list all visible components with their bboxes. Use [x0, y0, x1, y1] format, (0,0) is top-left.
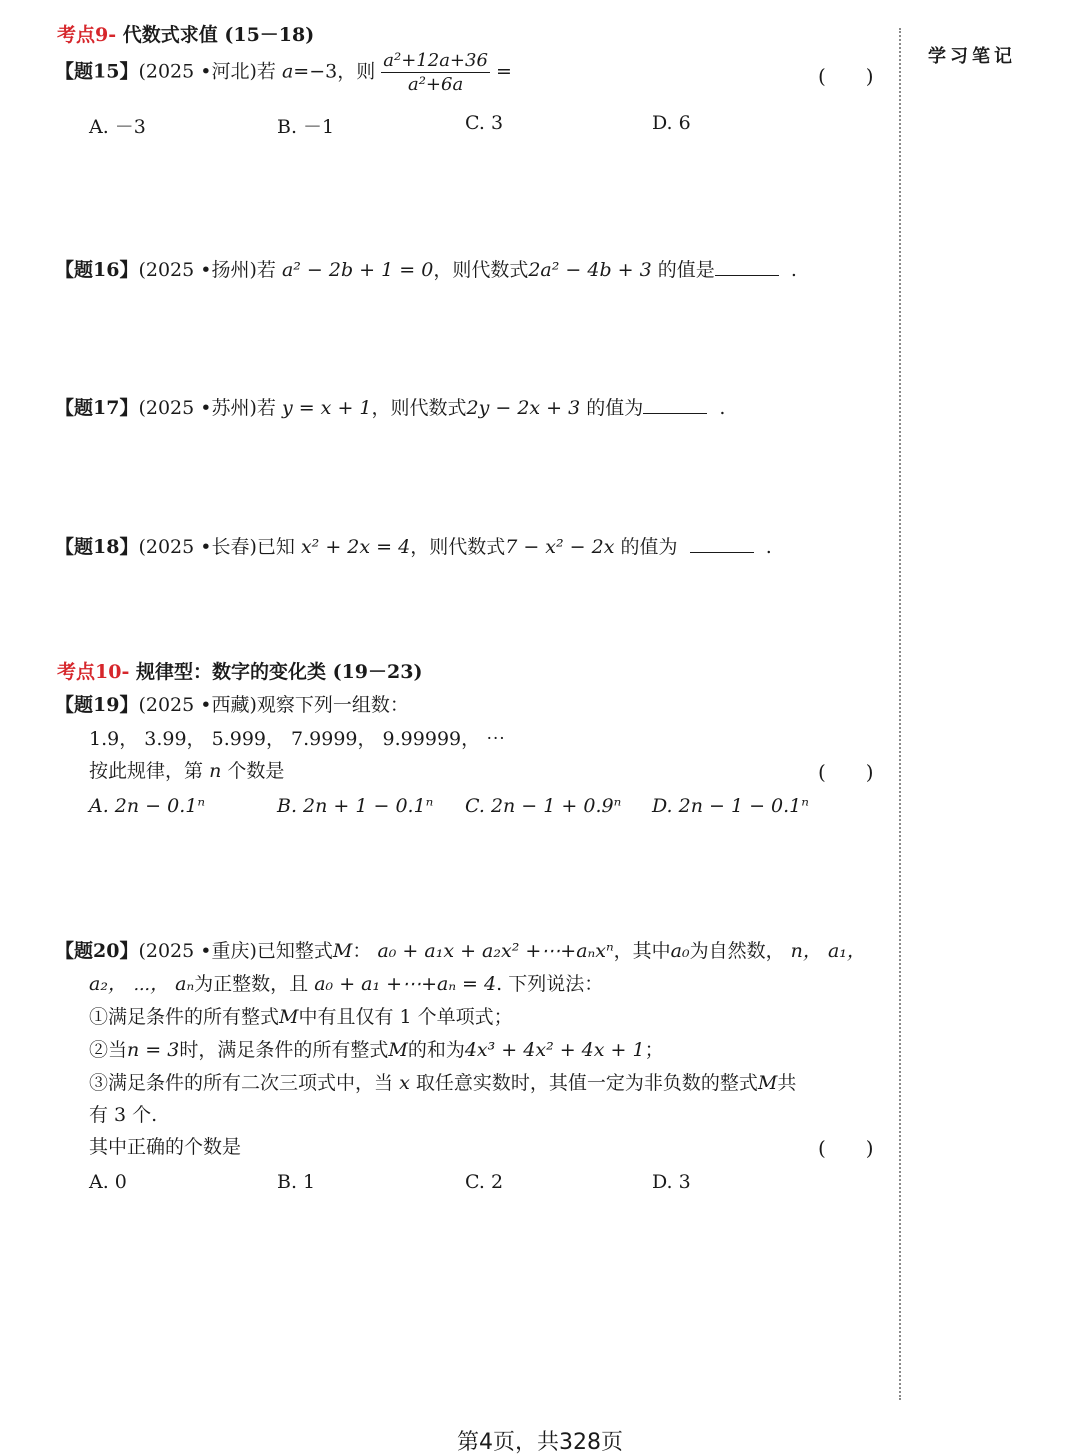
question-19-source: (2025 •西藏) [138, 694, 257, 716]
q20-sum: a₀ + a₁ +⋯+aₙ = 4 [314, 973, 497, 995]
q20-s2-n: n = 3 [127, 1039, 180, 1061]
question-19-stem [55, 690, 409, 717]
q19-text: 观察下列一组数： [256, 694, 409, 716]
q16-text-1: 若 [256, 259, 276, 281]
question-15-var: a [281, 60, 294, 83]
q20-s2-expression: 4x³ + 4x² + 4x + 1 [464, 1039, 645, 1061]
question-15-stem [55, 50, 512, 95]
q20-text-2: ，其中 [613, 940, 671, 962]
question-15-text: 若 [256, 60, 276, 83]
section-10-heading [57, 657, 422, 684]
q20-statement-2 [89, 1035, 664, 1062]
question-15-equals: = [495, 60, 512, 83]
study-notes-label: 学习笔记 [928, 46, 1016, 67]
margin-divider [899, 28, 901, 1400]
q18-expression-2: 7 − x² − 2x [505, 536, 615, 558]
q17-text-3: 的值为 [586, 397, 644, 419]
q19-option-b[interactable]: B. 2n + 1 − 0.1ⁿ [277, 795, 434, 817]
answer-paren-20[interactable]: ( ) [818, 1136, 874, 1160]
question-16 [55, 255, 797, 282]
q20-M: M [332, 940, 353, 962]
q19-option-d[interactable]: D. 2n − 1 − 0.1ⁿ [652, 795, 809, 817]
q17-expression-1: y = x + 1 [281, 397, 372, 419]
q20-s2-end: ； [644, 1039, 664, 1061]
fraction-denominator: a²+6a [407, 74, 464, 95]
answer-blank-17[interactable] [643, 395, 707, 414]
question-18 [55, 532, 772, 559]
question-20-source: (2025 •重庆) [138, 940, 257, 962]
section-9-title: 代数式求值 [122, 24, 218, 46]
q16-expression-1: a² − 2b + 1 = 0 [281, 259, 434, 281]
q19-option-c[interactable]: C. 2n − 1 + 0.9ⁿ [465, 795, 622, 817]
q20-s1-M: M [279, 1006, 299, 1028]
question-20-tag: 【题20】 [55, 940, 139, 962]
q20-option-c[interactable]: C. 2 [465, 1171, 504, 1193]
q20-vars-2: a₂， ⋯， aₙ [89, 973, 195, 995]
q20-s3-x: x [399, 1072, 410, 1094]
q19-n: n [209, 760, 222, 782]
q20-s2-M: M [388, 1039, 408, 1061]
question-20-line-1 [55, 936, 866, 963]
question-15-cond: =−3，则 [293, 60, 376, 83]
question-17-source: (2025 •苏州) [138, 397, 257, 419]
q18-expression-1: x² + 2x = 4 [300, 536, 411, 558]
q20-text-5: . 下列说法： [496, 973, 604, 995]
q16-text-3: 的值是 [657, 259, 715, 281]
question-15-tag: 【题15】 [55, 60, 139, 83]
q20-text-4: 为正整数，且 [194, 973, 309, 995]
question-16-tag: 【题16】 [55, 259, 139, 281]
section-9-range: (15－18) [224, 24, 315, 46]
section-9-label: 考点9- [57, 24, 117, 46]
q15-option-b[interactable]: B. －1 [277, 116, 335, 138]
q20-polynomial: a₀ + a₁x + a₂x² +⋯+aₙxⁿ [377, 940, 614, 962]
q16-expression-2: 2a² − 4b + 3 [528, 259, 652, 281]
q20-option-b[interactable]: B. 1 [277, 1171, 316, 1193]
q15-option-d[interactable]: D. 6 [652, 112, 691, 134]
q20-s1-text-1: ①满足条件的所有整式 [89, 1006, 280, 1028]
question-15-source: (2025 •河北) [138, 60, 257, 83]
question-18-source: (2025 •长春) [138, 536, 257, 558]
answer-blank-18[interactable] [690, 534, 754, 553]
answer-paren-15[interactable]: ( ) [818, 64, 874, 88]
q20-text-3: 为自然数， [689, 940, 785, 962]
q20-s3-text-2: 取任意实数时，其值一定为非负数的整式 [415, 1072, 758, 1094]
q18-text-3: 的值为 [620, 536, 678, 558]
q18-period: . [765, 536, 772, 558]
q19-sequence: 1.9， 3.99， 5.999， 7.9999， 9.99999， ⋯ [89, 728, 506, 750]
question-17 [55, 393, 725, 420]
question-17-tag: 【题17】 [55, 397, 139, 419]
q18-text-2: ，则代数式 [410, 536, 506, 558]
q19-rule-text-2: 个数是 [227, 760, 285, 782]
question-19-tag: 【题19】 [55, 694, 139, 716]
q19-rule [89, 756, 284, 783]
q20-s2-text-3: 的和为 [407, 1039, 465, 1061]
q16-period: . [790, 259, 797, 281]
q19-option-a[interactable]: A. 2n − 0.1ⁿ [89, 795, 206, 817]
q20-s3-M: M [757, 1072, 778, 1094]
q20-text-1: 已知整式 [256, 940, 333, 962]
question-16-source: (2025 •扬州) [138, 259, 257, 281]
fraction-numerator: a²+12a+36 [383, 50, 488, 71]
answer-blank-16[interactable] [715, 257, 779, 276]
q20-option-a[interactable]: A. 0 [89, 1171, 127, 1193]
q20-colon: ： [352, 940, 372, 962]
q20-s3-text-3: 共 [777, 1072, 797, 1094]
q20-s3-text-1: ③满足条件的所有二次三项式中，当 [89, 1072, 394, 1094]
q20-option-d[interactable]: D. 3 [652, 1171, 691, 1193]
q20-statement-3-cont: 有 3 个. [89, 1104, 158, 1126]
section-10-label: 考点10- [57, 661, 130, 683]
question-18-tag: 【题18】 [55, 536, 139, 558]
q19-rule-text-1: 按此规律，第 [89, 760, 204, 782]
q15-option-c[interactable]: C. 3 [465, 112, 504, 134]
q17-period: . [719, 397, 726, 419]
q20-statement-1 [89, 1002, 513, 1029]
section-9-heading [57, 20, 314, 47]
section-10-title: 规律型：数字的变化类 [135, 661, 326, 683]
q18-text-1: 已知 [256, 536, 295, 558]
q16-text-2: ，则代数式 [433, 259, 529, 281]
answer-paren-19[interactable]: ( ) [818, 760, 874, 784]
q17-text-2: ，则代数式 [371, 397, 467, 419]
q20-ask: 其中正确的个数是 [89, 1136, 242, 1158]
q17-text-1: 若 [256, 397, 276, 419]
q20-a0: a₀ [670, 940, 690, 962]
page-number-footer: 第4页，共328页 [457, 1430, 623, 1455]
question-20-line-2 [89, 969, 603, 996]
q20-s1-text-2: 中有且仅有 1 个单项式； [298, 1006, 513, 1028]
q15-option-a[interactable]: A. －3 [89, 116, 146, 138]
section-10-range: (19－23) [332, 661, 423, 683]
question-15-fraction [381, 50, 490, 95]
q20-statement-3 [89, 1068, 796, 1095]
q20-s2-text-1: ②当 [89, 1039, 128, 1061]
q20-vars: n， a₁， [790, 940, 866, 962]
q20-s2-text-2: 时，满足条件的所有整式 [179, 1039, 389, 1061]
q17-expression-2: 2y − 2x + 3 [466, 397, 581, 419]
